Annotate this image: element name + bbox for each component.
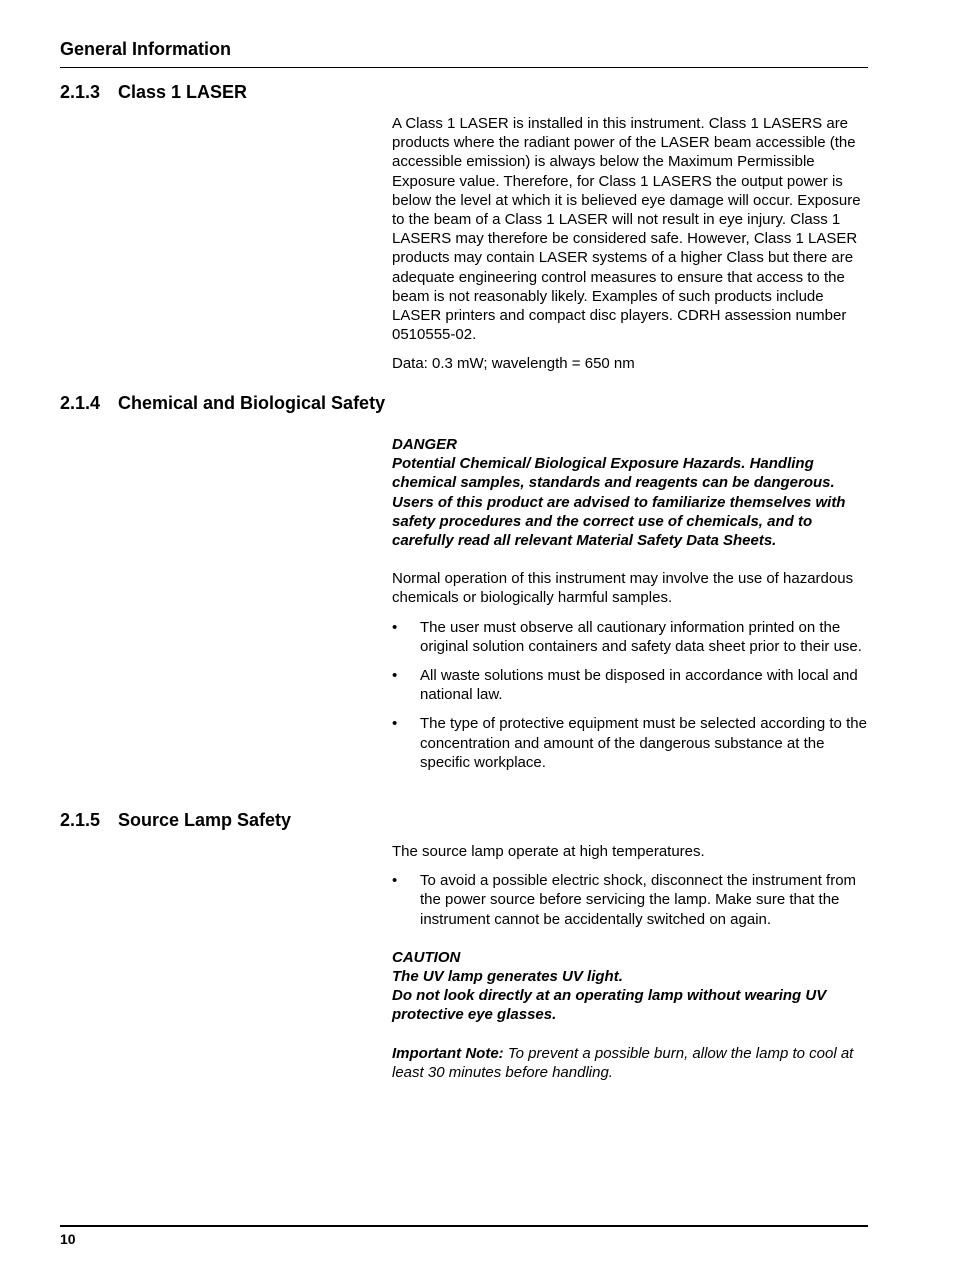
laser-data-line: Data: 0.3 mW; wavelength = 650 nm (392, 355, 635, 373)
section-title-chemical (60, 392, 385, 414)
list-item-text: The type of protective equipment must be selected according to the concentration and amount of the dangerous substance at the specific workplace. (420, 715, 867, 771)
lamp-intro: The source lamp operate at high temperatures. (392, 843, 705, 860)
caution-notice (392, 948, 868, 1025)
page-header-title: General Information (60, 39, 232, 59)
section-body-chemical (392, 435, 868, 772)
caution-line-1: The UV lamp generates UV light. (392, 968, 623, 986)
bullet-icon: • (392, 618, 398, 636)
section-title-text: Chemical and Biological Safety (118, 393, 386, 413)
section-number: 2.1.4 (60, 393, 101, 413)
section-title-lamp (60, 809, 291, 831)
list-item-text: To avoid a possible electric shock, disconnect the instrument from the power source before servicing the lamp. Make sure that the instrument cannot be accidentally switched on again. (420, 872, 857, 928)
section-body-laser (392, 114, 868, 374)
caution-label: CAUTION (392, 948, 461, 966)
list-item (392, 618, 868, 656)
list-item-text: The user must observe all cautionary information printed on the original solution containers and safety data sheet prior to their use. (420, 618, 862, 655)
caution-line-2: Do not look directly at an operating lamp without wearing UV protective eye glasses. (392, 987, 827, 1024)
page-footer (60, 1225, 868, 1248)
bullet-icon: • (392, 715, 398, 733)
section-title-text: Class 1 LASER (118, 82, 248, 102)
list-item (392, 871, 868, 929)
section-title-text: Source Lamp Safety (118, 810, 292, 830)
lamp-bullet-list (392, 871, 868, 929)
page-number: 10 (60, 1231, 76, 1247)
section-title-laser (60, 81, 247, 103)
section-number: 2.1.3 (60, 82, 101, 102)
chemical-bullet-list (392, 618, 868, 772)
list-item (392, 666, 868, 704)
footer-rule (60, 1225, 868, 1227)
danger-text: Potential Chemical/ Biological Exposure Hazards. Handling chemical samples, standards and reagents can be dangerous. Users of this product are advised to familiarize themselves with safety procedures and the correct use of chemicals, and to carefully read all relevant Material Safety Data Sheets. (392, 455, 846, 550)
important-note-text: To prevent a possible burn, allow the lamp to cool at least 30 minutes before handling. (392, 1044, 854, 1081)
list-item (392, 714, 868, 772)
section-body-lamp (392, 842, 868, 1082)
bullet-icon: • (392, 872, 398, 890)
bullet-icon: • (392, 667, 398, 685)
danger-label: DANGER (392, 436, 458, 453)
important-note (392, 1044, 868, 1082)
important-note-label: Important Note: (392, 1044, 504, 1062)
list-item-text: All waste solutions must be disposed in accordance with local and national law. (420, 667, 858, 704)
header-rule (60, 67, 868, 68)
section-number: 2.1.5 (60, 810, 101, 830)
page-header (60, 38, 868, 68)
danger-notice (392, 435, 868, 550)
laser-paragraph: A Class 1 LASER is installed in this instrument. Class 1 LASERS are products where the radiant power of the LASER beam accessible (the accessible emission) is always below the Maximum Permissible Exposure value. Therefore, for Class 1 LASERS the output power is below the level at which it is believed eye damage will occur. Exposure to the beam of a Class 1 LASER will not result in eye injury. Class 1 LASERS may therefore be considered safe. However, Class 1 LASER products may contain LASER systems of a higher Class but there are adequate engineering control measures to ensure that access to the beam is not reasonably likely. Examples of such products include LASER printers and compact disc players. CDRH assession number 0510555-02. (392, 115, 861, 344)
chemical-intro: Normal operation of this instrument may involve the use of hazardous chemicals or biologically harmful samples. (392, 570, 854, 607)
